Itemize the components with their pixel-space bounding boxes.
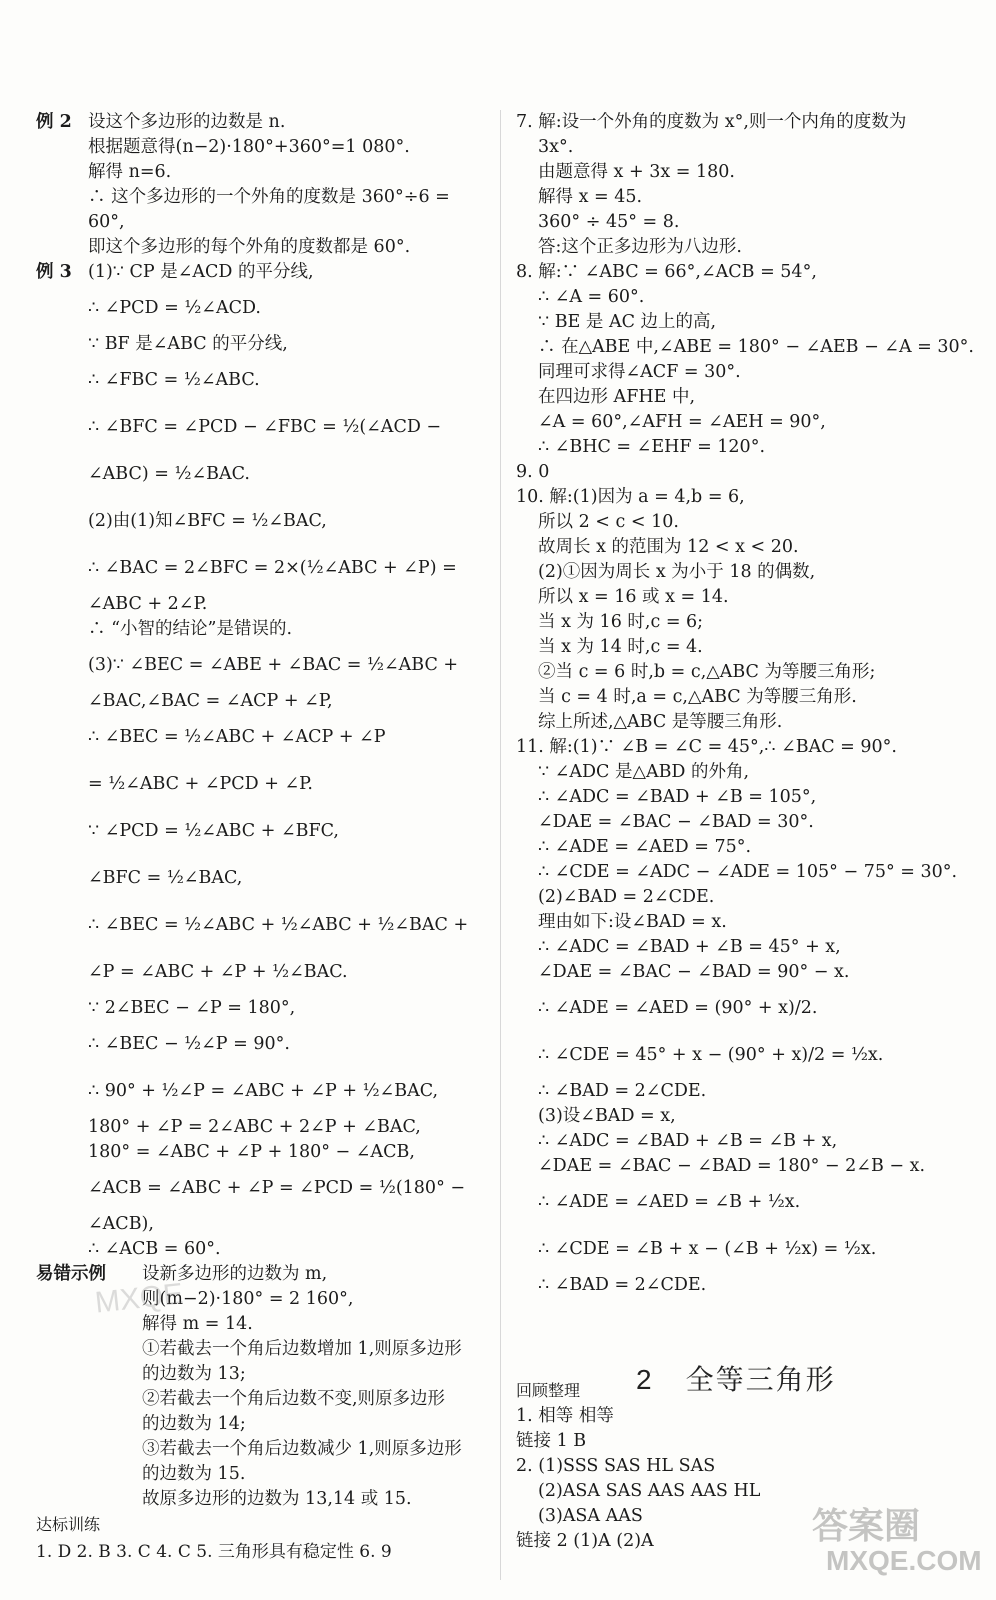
question-9: 9. 0 [516, 462, 550, 482]
text-line: 解得 n=6. [88, 162, 172, 182]
column-divider [500, 110, 501, 1580]
text-line: ∵ BF 是∠ABC 的平分线, [88, 334, 288, 354]
text-line: 的边数为 14; [142, 1414, 246, 1434]
text-line: ∠DAE = ∠BAC − ∠BAD = 180° − 2∠B − x. [538, 1156, 926, 1176]
text-line: 理由如下:设∠BAD = x. [538, 912, 727, 932]
question-8 [516, 260, 974, 460]
text-line: ③若截去一个角后边数减少 1,则原多边形 [142, 1439, 462, 1459]
text-line: (3)∵ ∠BEC = ∠ABE + ∠BAC = ½∠ABC + [88, 655, 459, 675]
text-line: 当 x 为 14 时,c = 4. [538, 637, 703, 657]
question-7 [516, 110, 956, 260]
text-line: 设新多边形的边数为 m, [142, 1264, 328, 1284]
example-2 [36, 110, 482, 260]
text-line: 180° = ∠ABC + ∠P + 180° − ∠ACB, [88, 1142, 415, 1162]
text-line: 2. (1)SSS SAS HL SAS [516, 1456, 716, 1476]
text-line: 当 x 为 16 时,c = 6; [538, 612, 704, 632]
text-line: 7. 解:设一个外角的度数为 x°,则一个内角的度数为 [516, 112, 907, 132]
text-line: 8. 解:∵ ∠ABC = 66°,∠ACB = 54°, [516, 262, 817, 282]
text-line: ∴ ∠ADE = ∠AED = (90° + x)/2. [538, 998, 818, 1018]
watermark-logo: 答案圈 [812, 1505, 921, 1546]
text-line: 故原多边形的边数为 13,14 或 15. [142, 1489, 412, 1509]
text-line: 设这个多边形的边数是 n. [88, 112, 286, 132]
example-3 [36, 260, 482, 1262]
text-line: 的边数为 15. [142, 1464, 246, 1484]
text-line: 链接 2 (1)A (2)A [516, 1531, 654, 1551]
text-line: (2)①因为周长 x 为小于 18 的偶数, [538, 562, 816, 582]
question-11 [516, 735, 956, 1298]
text-line: ∠P = ∠ABC + ∠P + ½∠BAC. [88, 962, 348, 982]
right-column [516, 110, 974, 1298]
text-line: 链接 1 B [516, 1431, 587, 1451]
review-heading: 回顾整理 [516, 1383, 581, 1400]
text-line: ②当 c = 6 时,b = c,△ABC 为等腰三角形; [538, 662, 876, 682]
text-line: ∴ ∠BAC = 2∠BFC = 2×(½∠ABC + ∠P) = [88, 558, 457, 578]
practice-answers: 1. D 2. B 3. C 4. C 5. 三角形具有稳定性 6. 9 [36, 1542, 392, 1562]
text-line: ∴ ∠ADE = ∠AED = 75°. [538, 837, 752, 857]
text-line: 根据题意得(n−2)·180°+360°=1 080°. [88, 137, 410, 157]
question-10 [516, 485, 956, 735]
text-line: ∵ ∠PCD = ½∠ABC + ∠BFC, [88, 821, 339, 841]
text-line: (3)ASA AAS [538, 1506, 643, 1526]
text-line: ∴ ∠CDE = ∠B + x − (∠B + ½x) = ½x. [538, 1239, 877, 1259]
text-line: ∵ ∠ADC 是△ABD 的外角, [538, 762, 750, 782]
text-line: ∴ ∠BHC = ∠EHF = 120°. [538, 437, 766, 457]
text-line: ∴ ∠ACB = 60°. [88, 1239, 221, 1259]
text-line: ①若截去一个角后边数增加 1,则原多边形 [142, 1339, 462, 1359]
text-line: 故周长 x 的范围为 12 < x < 20. [538, 537, 799, 557]
text-line: ∠ACB), [88, 1214, 154, 1234]
text-line: ∴ ∠ADC = ∠BAD + ∠B = 45° + x, [538, 937, 841, 957]
text-line: 答:这个正多边形为八边形. [538, 237, 742, 257]
text-line: ∴ ∠ADC = ∠BAD + ∠B = ∠B + x, [538, 1131, 838, 1151]
text-line: ∵ BE 是 AC 边上的高, [538, 312, 717, 332]
text-line: (2)∠BAD = 2∠CDE. [538, 887, 715, 907]
text-line: 则(m−2)·180° = 2 160°, [142, 1289, 354, 1309]
text-line: (3)设∠BAD = x, [538, 1106, 676, 1126]
text-line: ∴ ∠BAD = 2∠CDE. [538, 1081, 707, 1101]
text-line: 解得 m = 14. [142, 1314, 253, 1334]
text-line: ∴ ∠BEC = ½∠ABC + ½∠ABC + ½∠BAC + [88, 915, 469, 935]
text-line: ∴ ∠ADE = ∠AED = ∠B + ½x. [538, 1192, 801, 1212]
watermark: MXQE [93, 1277, 185, 1320]
text-line: ∴ 在△ABE 中,∠ABE = 180° − ∠AEB − ∠A = 30°. [538, 337, 974, 357]
text-line: (2)由(1)知∠BFC = ½∠BAC, [88, 511, 327, 531]
text-line: ∴ 90° + ½∠P = ∠ABC + ∠P + ½∠BAC, [88, 1081, 439, 1101]
text-line: ∴ ∠FBC = ½∠ABC. [88, 370, 260, 390]
text-line: ∴ ∠ADC = ∠BAD + ∠B = 105°, [538, 787, 817, 807]
text-line: 1. 相等 相等 [516, 1406, 614, 1426]
text-line: ②若截去一个角后边数不变,则原多边形 [142, 1389, 446, 1409]
text-line: ∴ ∠A = 60°. [538, 287, 645, 307]
text-line: 同理可求得∠ACF = 30°. [538, 362, 741, 382]
practice-heading: 达标训练 [36, 1517, 101, 1534]
text-line: 在四边形 AFHE 中, [538, 387, 696, 407]
text-line: 解得 x = 45. [538, 187, 643, 207]
text-line: ∠BAC,∠BAC = ∠ACP + ∠P, [88, 691, 333, 711]
text-line: ∴ ∠CDE = ∠ADC − ∠ADE = 105° − 75° = 30°. [538, 862, 958, 882]
text-line: ∴ ∠BEC = ½∠ABC + ∠ACP + ∠P [88, 727, 386, 747]
text-line: 60°, [88, 212, 125, 232]
text-line: 即这个多边形的每个外角的度数都是 60°. [88, 237, 411, 257]
example-3-label: 例 3 [36, 262, 72, 282]
text-line: 综上所述,△ABC 是等腰三角形. [538, 712, 783, 732]
text-line: ∴ ∠BFC = ∠PCD − ∠FBC = ½(∠ACD − [88, 417, 442, 437]
text-line: (2)ASA SAS AAS AAS HL [538, 1481, 761, 1501]
text-line: ∴ ∠CDE = 45° + x − (90° + x)/2 = ½x. [538, 1045, 884, 1065]
text-line: ∠ACB = ∠ABC + ∠P = ∠PCD = ½(180° − [88, 1178, 466, 1198]
text-line: 360° ÷ 45° = 8. [538, 212, 680, 232]
text-line: ∠DAE = ∠BAC − ∠BAD = 30°. [538, 812, 814, 832]
text-line: ∠ABC + 2∠P. [88, 594, 208, 614]
watermark-url: MXQE.COM [826, 1545, 982, 1576]
section-number: 2 [636, 1364, 654, 1395]
text-line: 3x°. [538, 137, 574, 157]
text-line: ∵ 2∠BEC − ∠P = 180°, [88, 998, 296, 1018]
text-line: ∴ 这个多边形的一个外角的度数是 360°÷6 = [88, 187, 450, 207]
text-line: 所以 x = 16 或 x = 14. [538, 587, 729, 607]
text-line: 所以 2 < c < 10. [538, 512, 679, 532]
text-line: 当 c = 4 时,a = c,△ABC 为等腰三角形. [538, 687, 857, 707]
text-line: ∠DAE = ∠BAC − ∠BAD = 90° − x. [538, 962, 850, 982]
text-line: ∠A = 60°,∠AFH = ∠AEH = 90°, [538, 412, 826, 432]
text-line: = ½∠ABC + ∠PCD + ∠P. [88, 774, 313, 794]
example-2-label: 例 2 [36, 112, 72, 132]
text-line: 11. 解:(1)∵ ∠B = ∠C = 45°,∴ ∠BAC = 90°. [516, 737, 897, 757]
text-line: 180° + ∠P = 2∠ABC + 2∠P + ∠BAC, [88, 1117, 421, 1137]
text-line: (1)∵ CP 是∠ACD 的平分线, [88, 262, 314, 282]
text-line: 由题意得 x + 3x = 180. [538, 162, 735, 182]
text-line: ∴ ∠PCD = ½∠ACD. [88, 298, 261, 318]
section-name: 全等三角形 [685, 1364, 836, 1395]
text-line: ∴ ∠BEC − ½∠P = 90°. [88, 1034, 290, 1054]
text-line: ∴ ∠BAD = 2∠CDE. [538, 1275, 707, 1295]
text-line: 10. 解:(1)因为 a = 4,b = 6, [516, 487, 745, 507]
text-line: ∠BFC = ½∠BAC, [88, 868, 243, 888]
text-line: 的边数为 13; [142, 1364, 246, 1384]
common-mistake-label: 易错示例 [36, 1264, 106, 1284]
text-line: ∴ “小智的结论”是错误的. [88, 619, 293, 639]
text-line: ∠ABC) = ½∠BAC. [88, 464, 250, 484]
